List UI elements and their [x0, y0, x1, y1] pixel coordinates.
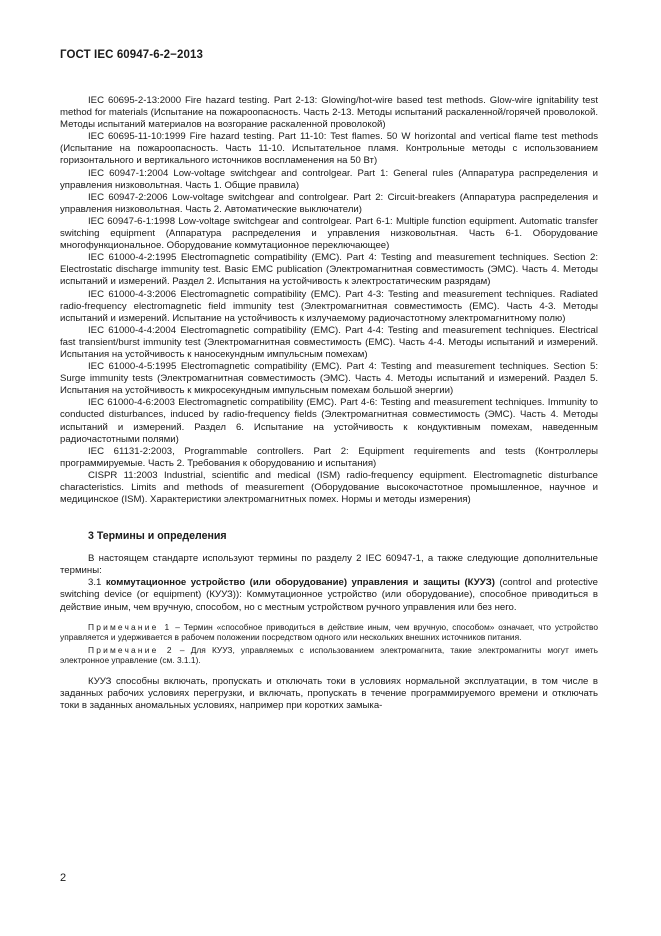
note-1-text: – Термин «способное приводиться в действие иным, чем вручную, способом» означает, что устройство управляется и удерживается в рабочем положении посредством одного или нескольких внешних источников питания.: [60, 621, 598, 643]
reference-iec-61131-2: IEC 61131-2:2003, Programmable controllers. Part 2: Equipment requirements and tests (Контроллеры программируемые. Часть 2. Требования к оборудованию и испытания): [60, 445, 598, 469]
note-1-label: Примечание 1: [88, 621, 172, 632]
reference-iec-61000-4-4: IEC 61000-4-4:2004 Electromagnetic compatibility (EMC). Part 4-4: Testing and measurement techniques. Electrical fast transient/burst immunity test (Электромагнитная совместимость (ЕМС). Часть 4-4. Методы испытаний и измерений. Испытания на устойчивость к наносекундным импульсным помехам): [60, 324, 598, 360]
reference-iec-60695-11-10: IEC 60695-11-10:1999 Fire hazard testing. Part 11-10: Test flames. 50 W horizontal and vertical flame test methods (Испытание на пожароопасность. Часть 11-10. Испытательное пламя. Контрольные методы с использованием горизонтального и вертикального источников воспламенения на 50 Вт): [60, 131, 598, 167]
section-intro: В настоящем стандарте используют термины по разделу 2 IEC 60947-1, а также следующие дополнительные термины:: [60, 553, 598, 577]
note-2-label: Примечание 2: [88, 644, 174, 655]
reference-iec-60695-2-13: IEC 60695-2-13:2000 Fire hazard testing. Part 2-13: Glowing/hot-wire based test methods. Glow-wire ignitability test method for materials (Испытание на пожароопасность. Часть 2-13. Методы испытаний раскаленной/горячей проволокой. Методы испытаний материалов на возгорание раскаленной проволокой): [60, 95, 598, 131]
note-2-text: – Для КУУЗ, управляемых с использованием электромагнита, такие электромагниты могут иметь электронное управление (см. 3.1.1).: [60, 644, 599, 666]
term-name: коммутационное устройство (или оборудование) управления и защиты (КУУЗ): [105, 577, 495, 589]
term-definition-3-1: [60, 577, 598, 613]
note-2: [60, 645, 598, 666]
reference-iec-60947-1: IEC 60947-1:2004 Low-voltage switchgear and controlgear. Part 1: General rules (Аппаратура распределения и управления низковольтная. Часть 1. Общие правила): [60, 167, 598, 191]
document-header: ГОСТ IEC 60947-6-2−2013: [60, 49, 203, 61]
term-definition-text: (control and protective switching device (or equipment) (КУУЗ)): Коммутационное устройство (или оборудование), способное приводиться в действие иным, чем вручную, способом, но с местным устройством ручного управления или без него.: [60, 577, 599, 613]
document-body: [60, 95, 598, 712]
reference-iec-60947-6-1: IEC 60947-6-1:1998 Low-voltage switchgear and controlgear. Part 6-1: Multiple function equipment. Automatic transfer switching equipment (Аппаратура распределения и управления низковольтная. Часть 6-1. Оборудование многофункциональное. Оборудование коммутационное переключающее): [60, 215, 598, 252]
reference-cispr-11: CISPR 11:2003 Industrial, scientific and medical (ISM) radio-frequency equipment. Electromagnetic disturbance characteristics. Limits and methods of measurement (Оборудование высокочастотное промышленное, научное и медицинское (ISM). Характеристики электромагнитных помех. Нормы и методы измерения): [60, 469, 598, 506]
reference-iec-60947-2: IEC 60947-2:2006 Low-voltage switchgear and controlgear. Part 2: Circuit-breakers (Аппаратура распределения и управления низковольтная. Часть 2. Автоматические выключатели): [60, 191, 598, 215]
closing-paragraph: КУУЗ способны включать, пропускать и отключать токи в условиях нормальной эксплуатации, в том числе в заданных рабочих условиях перегрузки, и включать, пропускать в течение программируемого времени и отключать токи в заданных аномальных условиях, например при коротких замыка-: [60, 676, 598, 712]
page-number: 2: [60, 872, 67, 884]
section-heading: 3 Термины и определения: [88, 530, 227, 543]
reference-iec-61000-4-2: IEC 61000-4-2:1995 Electromagnetic compatibility (EMC). Part 4: Testing and measurement techniques. Section 2: Electrostatic discharge immunity test. Basic EMC publication (Электромагнитная совместимость (ЭМС). Часть 4. Методы испытаний и измерений. Раздел 2. Испытания на устойчивость к электростатическим разрядам): [60, 252, 598, 288]
note-1: [60, 622, 598, 643]
reference-iec-61000-4-3: IEC 61000-4-3:2006 Electromagnetic compatibility (EMC). Part 4-3: Testing and measurement techniques. Radiated radio-frequency electromagnetic field immunity test (Электромагнитная совместимость (ЕМС). Часть 4-3. Методы испытаний и измерений. Испытание на устойчивость к излучаемому радиочастотному электромагнитному полю): [60, 288, 598, 324]
reference-iec-61000-4-6: IEC 61000-4-6:2003 Electromagnetic compatibility (EMC). Part 4-6: Testing and measurement techniques. Immunity to conducted disturbances, induced by radio-frequency fields (Электромагнитная совместимость (ЭМС). Часть 4. Методы испытаний и измерений. Раздел 6. Испытание на устойчивость к кондуктивным помехам, наведенным радиочастотными полями): [60, 397, 598, 445]
term-number: 3.1: [88, 577, 102, 589]
normative-references-list: [60, 95, 598, 506]
reference-iec-61000-4-5: IEC 61000-4-5:1995 Electromagnetic compatibility (EMC). Part 4: Testing and measurement techniques. Section 5: Surge immunity tests (Электромагнитная совместимость (ЭМС). Часть 4. Методы испытаний и измерений. Раздел 5. Испытания на устойчивость к микросекундным импульсным помехам большой энергии): [60, 361, 598, 397]
